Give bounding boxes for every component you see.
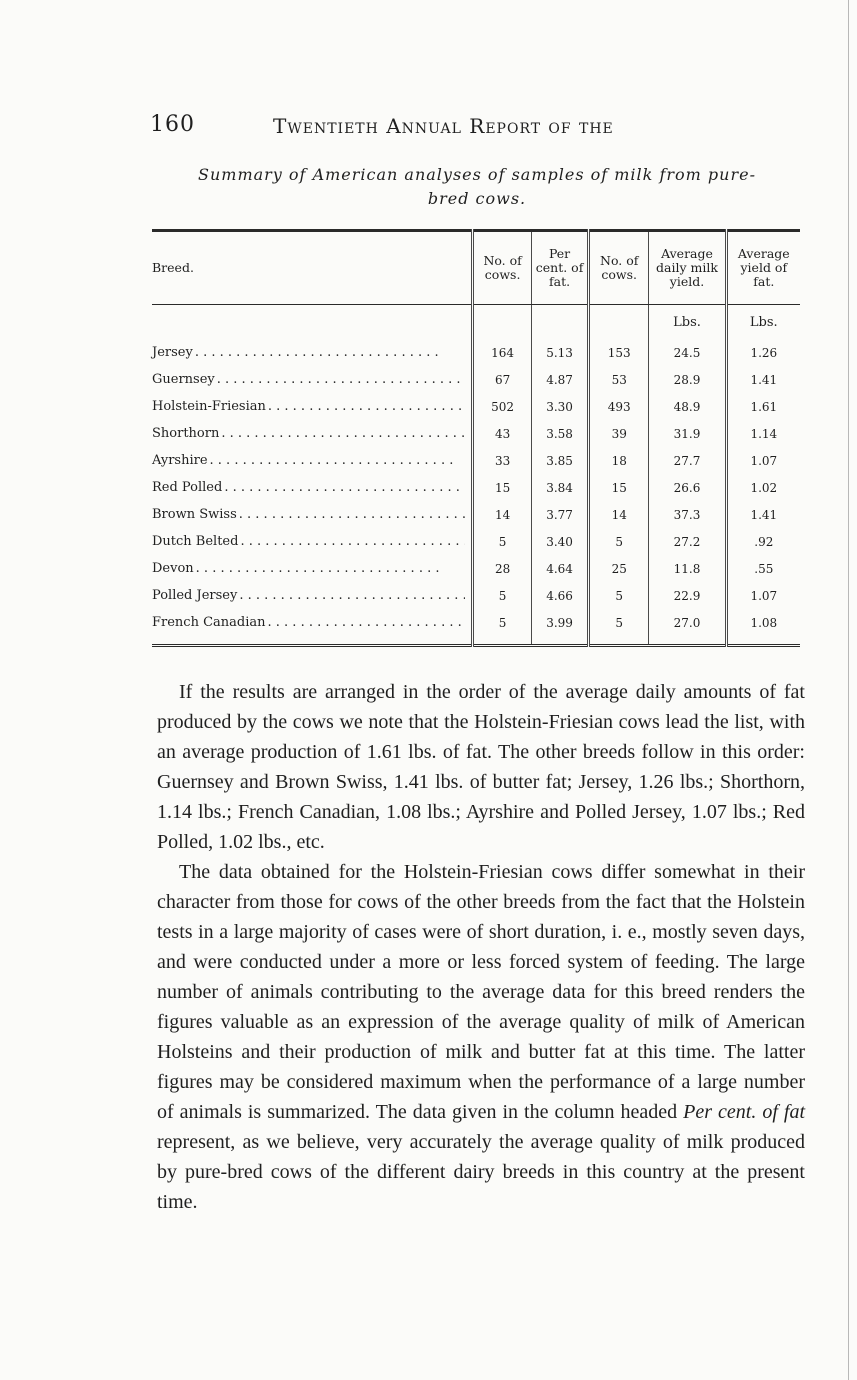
units-empty [532, 305, 589, 340]
breed-name: Ayrshire [152, 453, 208, 468]
dot-leader [221, 426, 465, 441]
breed-name: Holstein-Friesian [152, 399, 266, 414]
cell-percent-fat: 4.87 [532, 366, 589, 393]
cell-daily-milk: 48.9 [649, 393, 726, 420]
cell-cows-1: 502 [473, 393, 532, 420]
dot-leader [195, 345, 465, 360]
breed-name: Shorthorn [152, 426, 220, 441]
cell-breed [152, 582, 473, 609]
cell-daily-milk: 11.8 [649, 555, 726, 582]
cell-cows-2: 25 [589, 555, 649, 582]
cell-breed [152, 366, 473, 393]
cell-cows-1: 5 [473, 528, 532, 555]
cell-fat-yield: 1.14 [726, 420, 800, 447]
dot-leader [239, 588, 465, 603]
units-empty [473, 305, 532, 340]
cell-fat-yield: 1.07 [726, 582, 800, 609]
table-row [152, 501, 800, 528]
cell-percent-fat: 3.84 [532, 474, 589, 501]
cell-fat-yield: .92 [726, 528, 800, 555]
cell-breed [152, 474, 473, 501]
header-cows-1: No. of cows. [473, 231, 532, 305]
cell-cows-2: 493 [589, 393, 649, 420]
running-head: Twentieth Annual Report of the [273, 114, 614, 138]
paragraph-2-text-a: The data obtained for the Holstein-Friesian cows differ somewhat in their character from those for cows of the other breeds from the fact that the Holstein tests in a large majority of cases were of short duration, i. e., mostly seven days, and were conducted under a more or less forced system of feeding. The large number of animals contributing to the average data for this breed renders the figures valuable as an expression of the average quality of milk of American Holsteins and their production of milk and butter fat at this time. The latter figures may be considered maximum when the performance of a large number of animals is summarized. The data given in the column headed [157, 861, 805, 1123]
cell-daily-milk: 26.6 [649, 474, 726, 501]
body-text [157, 677, 805, 1217]
cell-fat-yield: 1.41 [726, 366, 800, 393]
cell-percent-fat: 5.13 [532, 339, 589, 366]
units-yield: Lbs. [726, 305, 800, 340]
dot-leader [224, 480, 465, 495]
caption-line-1: Summary of American analyses of samples of milk from pure- [198, 165, 756, 184]
cell-daily-milk: 27.0 [649, 609, 726, 646]
cell-fat-yield: 1.08 [726, 609, 800, 646]
table-row [152, 339, 800, 366]
units-empty [152, 305, 473, 340]
cell-cows-2: 53 [589, 366, 649, 393]
header-fat-yield: Average yield of fat. [726, 231, 800, 305]
units-empty [589, 305, 649, 340]
cell-cows-2: 39 [589, 420, 649, 447]
breed-name: Guernsey [152, 372, 215, 387]
breed-name: Brown Swiss [152, 507, 237, 522]
table-row [152, 420, 800, 447]
breed-name: Jersey [152, 345, 193, 360]
cell-percent-fat: 3.30 [532, 393, 589, 420]
cell-breed [152, 501, 473, 528]
breed-name: Devon [152, 561, 194, 576]
table-row [152, 447, 800, 474]
cell-breed [152, 339, 473, 366]
table-row [152, 555, 800, 582]
cell-breed [152, 447, 473, 474]
dot-leader [217, 372, 465, 387]
page-number: 160 [150, 112, 195, 137]
dot-leader [268, 399, 465, 414]
cell-cows-1: 33 [473, 447, 532, 474]
cell-percent-fat: 4.64 [532, 555, 589, 582]
table-caption [148, 163, 806, 211]
cell-cows-1: 5 [473, 582, 532, 609]
cell-breed [152, 609, 473, 646]
cell-cows-1: 67 [473, 366, 532, 393]
cell-cows-2: 18 [589, 447, 649, 474]
cell-daily-milk: 37.3 [649, 501, 726, 528]
cell-cows-2: 15 [589, 474, 649, 501]
cell-daily-milk: 24.5 [649, 339, 726, 366]
dot-leader [239, 507, 465, 522]
cell-percent-fat: 3.40 [532, 528, 589, 555]
table-row [152, 393, 800, 420]
paragraph-2-text-b: represent, as we believe, very accurately the average quality of milk produced by pure-bred cows of the different dairy breeds in this country at the present time. [157, 1131, 805, 1213]
cell-daily-milk: 31.9 [649, 420, 726, 447]
cell-cows-1: 43 [473, 420, 532, 447]
dot-leader [210, 453, 466, 468]
header-percent-fat: Per cent. of fat. [532, 231, 589, 305]
table-row [152, 366, 800, 393]
breed-name: Red Polled [152, 480, 223, 495]
cell-percent-fat: 3.99 [532, 609, 589, 646]
table-row [152, 609, 800, 646]
table-header-row [152, 231, 800, 305]
cell-cows-1: 14 [473, 501, 532, 528]
cell-percent-fat: 4.66 [532, 582, 589, 609]
cell-daily-milk: 27.2 [649, 528, 726, 555]
cell-percent-fat: 3.85 [532, 447, 589, 474]
cell-fat-yield: 1.02 [726, 474, 800, 501]
page-edge-line [848, 0, 849, 1380]
milk-analysis-table [152, 229, 800, 647]
cell-daily-milk: 28.9 [649, 366, 726, 393]
cell-daily-milk: 22.9 [649, 582, 726, 609]
cell-fat-yield: .55 [726, 555, 800, 582]
caption-line-2: bred cows. [427, 189, 527, 208]
header-cows-2: No. of cows. [589, 231, 649, 305]
dot-leader [268, 615, 466, 630]
cell-breed [152, 555, 473, 582]
cell-fat-yield: 1.07 [726, 447, 800, 474]
table-row [152, 528, 800, 555]
dot-leader [196, 561, 465, 576]
header-daily-milk: Average daily milk yield. [649, 231, 726, 305]
cell-percent-fat: 3.77 [532, 501, 589, 528]
cell-cows-2: 5 [589, 528, 649, 555]
breed-name: French Canadian [152, 615, 266, 630]
cell-fat-yield: 1.41 [726, 501, 800, 528]
cell-cows-1: 5 [473, 609, 532, 646]
breed-name: Polled Jersey [152, 588, 238, 603]
paragraph-2-emphasis: Per cent. of fat [683, 1101, 806, 1123]
cell-breed [152, 528, 473, 555]
paragraph-2 [157, 857, 805, 1217]
cell-fat-yield: 1.61 [726, 393, 800, 420]
cell-cows-2: 14 [589, 501, 649, 528]
page-header [150, 112, 800, 142]
breed-name: Dutch Belted [152, 534, 239, 549]
cell-daily-milk: 27.7 [649, 447, 726, 474]
cell-cows-1: 164 [473, 339, 532, 366]
table-row [152, 474, 800, 501]
header-breed: Breed. [152, 231, 473, 305]
dot-leader [240, 534, 465, 549]
cell-percent-fat: 3.58 [532, 420, 589, 447]
cell-breed [152, 420, 473, 447]
table-row [152, 582, 800, 609]
units-row [152, 305, 800, 340]
cell-cows-2: 5 [589, 609, 649, 646]
paragraph-1: If the results are arranged in the order of the average daily amounts of fat produced by the cows we note that the Holstein-Friesian cows lead the list, with an average production of 1.61 lbs. of fat. The other breeds follow in this order: Guernsey and Brown Swiss, 1.41 lbs. of butter fat; Jersey, 1.26 lbs.; Shorthorn, 1.14 lbs.; French Canadian, 1.08 lbs.; Ayrshire and Polled Jersey, 1.07 lbs.; Red Polled, 1.02 lbs., etc. [157, 681, 805, 853]
cell-breed [152, 393, 473, 420]
cell-cows-1: 28 [473, 555, 532, 582]
cell-cows-2: 5 [589, 582, 649, 609]
cell-fat-yield: 1.26 [726, 339, 800, 366]
cell-cows-1: 15 [473, 474, 532, 501]
cell-cows-2: 153 [589, 339, 649, 366]
units-milk: Lbs. [649, 305, 726, 340]
